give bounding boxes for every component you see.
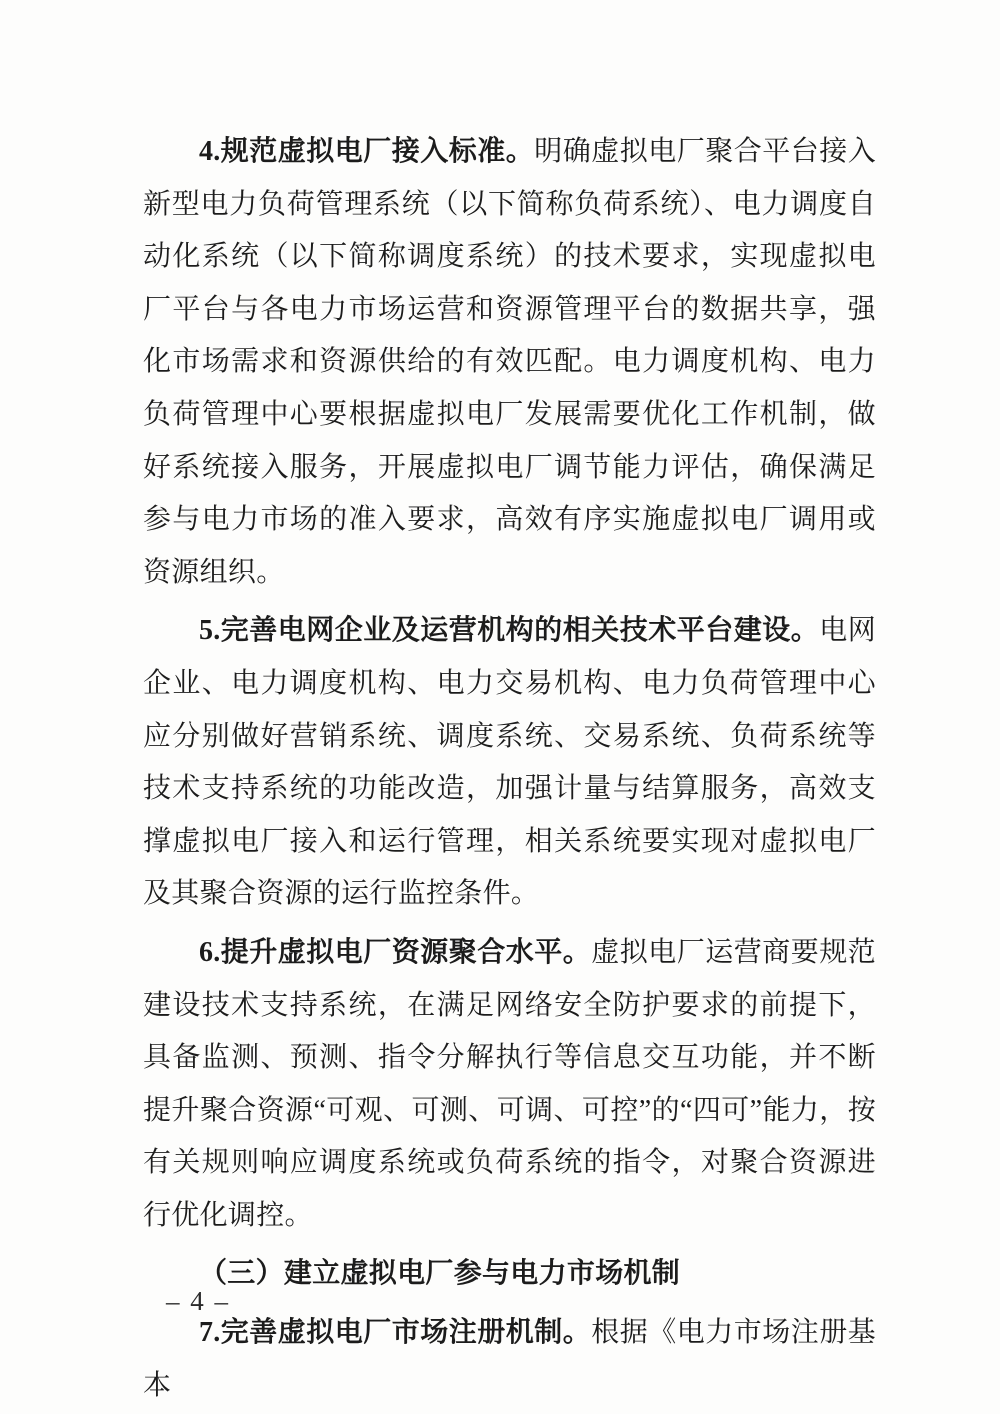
paragraph-7-text: 根据《电力市场注册基本: [143, 1317, 876, 1401]
paragraph-item-7: [143, 1307, 876, 1412]
paragraph-item-5: [143, 605, 876, 921]
paragraph-6-run-in-heading: 6.提升虚拟电厂资源聚合水平。: [199, 936, 592, 968]
paragraph-4-run-in-heading: 4.规范虚拟电厂接入标准。: [199, 136, 535, 167]
paragraph-item-6: [143, 927, 876, 1243]
paragraph-item-4: [143, 126, 876, 599]
paragraph-5-text: 电网企业、电力调度机构、电力交易机构、电力负荷管理中心应分别做好营销系统、调度系统、交易系统、负荷系统等技术支持系统的功能改造，加强计量与结算服务，高效支撑虚拟电厂接入和运行管理，相关系统要实现对虚拟电厂及其聚合资源的运行监控条件。: [143, 615, 876, 910]
paragraph-5-run-in-heading: 5.完善电网企业及运营机构的相关技术平台建设。: [199, 615, 820, 647]
paragraph-6-text: 虚拟电厂运营商要规范建设技术支持系统，在满足网络安全防护要求的前提下，具备监测、预测、指令分解执行等信息交互功能，并不断提升聚合资源“可观、可测、可调、可控”的“四可”能力，按有关规则响应调度系统或负荷系统的指令，对聚合资源进行优化调控。: [143, 936, 876, 1231]
section-heading-3: （三）建立虚拟电厂参与电力市场机制: [199, 1258, 681, 1290]
page-number: – 4 –: [166, 1286, 230, 1316]
paragraph-7-run-in-heading: 7.完善虚拟电厂市场注册机制。: [199, 1317, 592, 1349]
document-body: [143, 126, 876, 1412]
paragraph-4-text: 明确虚拟电厂聚合平台接入新型电力负荷管理系统（以下简称负荷系统）、电力调度自动化系统（以下简称调度系统）的技术要求，实现虚拟电厂平台与各电力市场运营和资源管理平台的数据共享，强化市场需求和资源供给的有效匹配。电力调度机构、电力负荷管理中心要根据虚拟电厂发展需要优化工作机制，做好系统接入服务，开展虚拟电厂调节能力评估，确保满足参与电力市场的准入要求，高效有序实施虚拟电厂调用或资源组织。: [143, 136, 876, 588]
